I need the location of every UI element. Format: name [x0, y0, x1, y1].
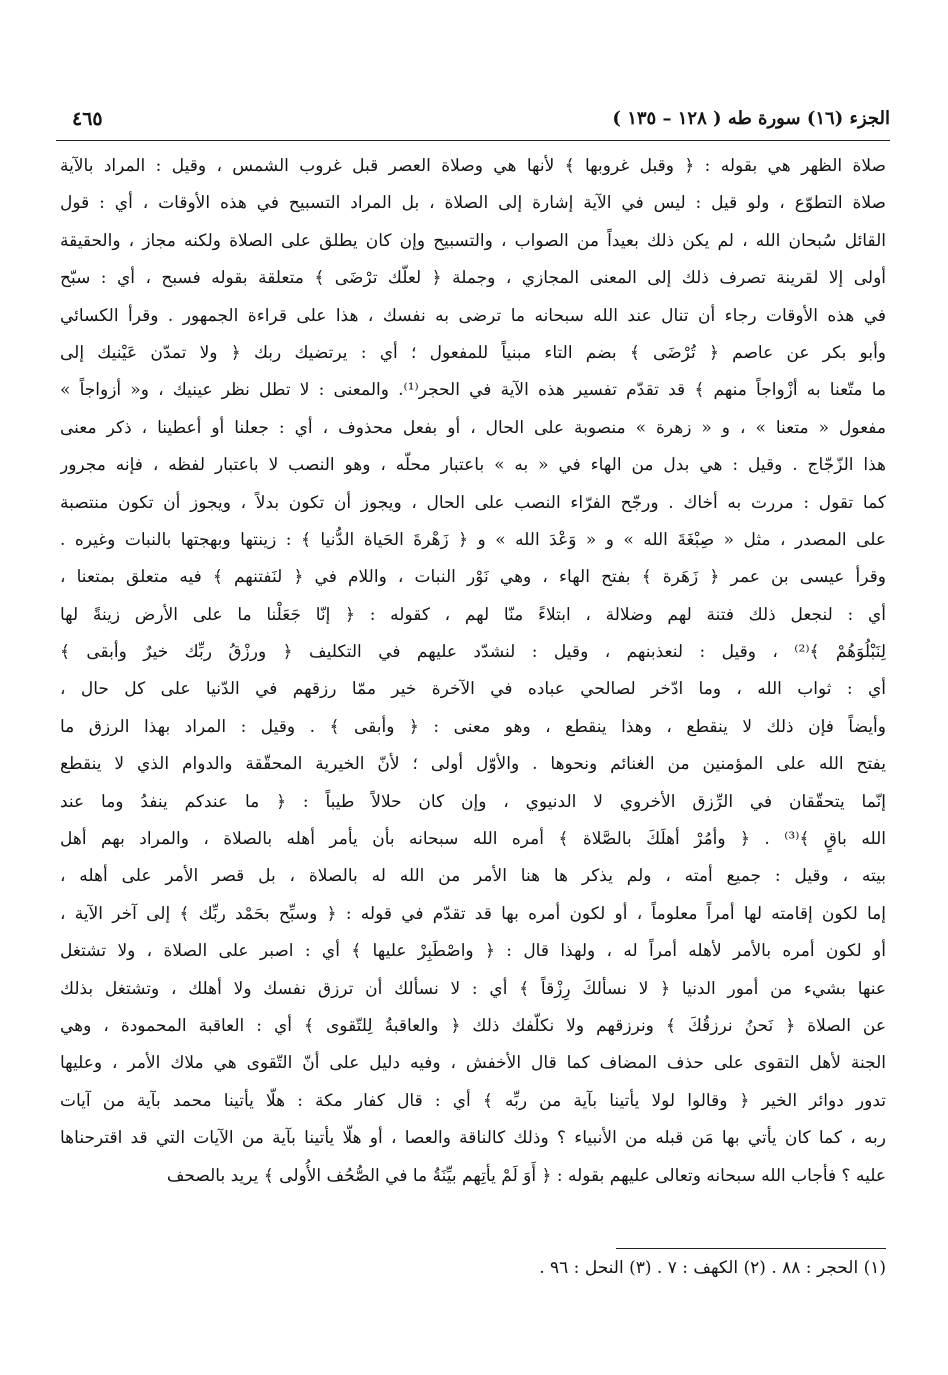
text-line: وأيضاً فإن ذلك لا ينقطع ، وهذا ينقطع ، وهو معنى : ﴿ وأبقى ﴾ . وقيل : المراد بهذا الرزق ما [60, 716, 886, 737]
text-line: إما لكون إقامته لها أمراً معلوماً ، أو لكون أمره بها قد تقدّم في قوله : ﴿ وسبِّح بحَمْد ربِّك ﴾ إلى آخر الآية ، [60, 903, 886, 924]
header-rule [56, 140, 890, 141]
text-line: يفتح الله على المؤمنين من الغنائم ونحوها . والأوّل أولى ؛ لأنّ الخيرية المحقّقة والدوام الذي لا ينقطع [60, 754, 886, 775]
text-line: أي : لنجعل ذلك فتنة لهم وضلالة ، ابتلاءً منّا لهم ، كقوله : ﴿ إنّا جَعَلْنا ما على الأرض زينةً لها [60, 604, 886, 625]
text-line: مفعول « متعنا » ، و « زهرة » منصوبة على الحال ، أو بفعل محذوف ، أي : جعلنا أو أعطينا ، ذكر معنى [60, 417, 886, 438]
text-line: الجنة لأهل التقوى على حذف المضاف كما قال الأخفش ، وفيه دليل على أنّ التّقوى هي ملاك الأمر ، وعليها [60, 1053, 886, 1074]
text-line: تدور دوائر الخير ﴿ وقالوا لولا يأتينا بآية من ربِّه ﴾ أي : قال كفار مكة : هلّا يأتينا محمد بآية من آيات [60, 1090, 886, 1111]
text-line: عليه ؟ فأجاب الله سبحانه وتعالى عليهم بقوله : ﴿ أَوَ لَمْ يأتِهم بيِّنَةُ ما في الصُّحُف الأُولى ﴾ يريد بالصحف [166, 1165, 886, 1186]
text-line: أولى إلا لقرينة تصرف ذلك إلى المعنى المجازي ، وجملة ﴿ لعلّك ترْضَى ﴾ متعلقة بقوله فسبح ، أي : سبّح [60, 268, 886, 289]
text-line: أي : ثواب الله ، وما ادّخر لصالحي عباده في الآخرة خير ممّا رزقهم في الدّنيا على كل حال ، [60, 679, 886, 700]
text-line: وأبو بكر عن عاصم ﴿ تُرْضَى ﴾ بضم التاء مبنياً للمفعول ؛ أي : يرتضيك ربك ﴿ ولا تمدّن عَيْنيك إلى [60, 342, 886, 363]
text-line: وقرأ عيسى بن عمر ﴿ زَهَرة ﴾ بفتح الهاء ، وهي نَوْر النبات ، واللام في ﴿ لنَفتنهم ﴾ فيه متعلق بمتعنا ، [60, 567, 886, 588]
text-line: ربه ، كما كان يأتي بها مَن قبله من الأنبياء ؟ وذلك كالناقة والعصا ، أو هلّا يأتينا بآية من الآيات التي قد اقترحناها [60, 1128, 886, 1149]
text-line: بيته ، وقيل : جميع أمته ، ولم يذكر ها هنا الأمر من الله له بالصلاة ، بل قصر الأمر على أهله ، [60, 866, 886, 887]
text-line: الله باقٍ ﴾⁽³⁾ . ﴿ وأمُرْ أهلَكَ بالصَّلاة ﴾ أمره الله سبحانه بأن يأمر أهله بالصلاة ، والمراد بهم أهل [60, 829, 886, 850]
body-text [60, 148, 886, 1195]
text-line: ما متّعنا به أزْواجاً منهم ﴾ قد تقدّم تفسير هذه الآية في الحجر⁽¹⁾. والمعنى : لا تطل نظر عينيك ، و« أزواجاً » [60, 380, 886, 401]
text-line: هذا الزّجّاج . وقيل : هي بدل من الهاء في « به » باعتبار محلّه ، وهو النصب لا باعتبار لفظه ، فإنه مجرور [60, 455, 886, 476]
text-line: القائل سُبحان الله ، لم يكن ذلك بعيداً من الصواب ، والتسبيح وإن كان يطلق على الصلاة ولكنه مجاز ، والحقيقة [60, 230, 886, 251]
text-line: كما تقول : مررت به أخاك . ورجّح الفرّاء النصب على الحال ، ويجوز أن تكون بدلاً ، ويجوز أن تكون منتصبة [60, 492, 886, 513]
text-line: أو لكون أمره بالأمر لأهله أمراً له ، ولهذا قال : ﴿ واصْطَبِرْ عليها ﴾ أي : اصبر على الصلاة ، ولا تشتغل [60, 941, 886, 962]
text-line: في هذه الأوقات رجاء أن تنال عند الله سبحانه ما ترضى به نفسك ، هذا على قراءة الجمهور . وقرأ الكسائي [60, 305, 886, 326]
page-header [56, 108, 890, 134]
footnote-rule [616, 1248, 886, 1249]
text-line: لِنَبْلُوَهُمْ ﴾⁽²⁾ ، وقيل : لنعذبنهم ، وقيل : لنشدّد عليهم في التكليف ﴿ ورزْقُ ربِّك خيرٌ وأبقى ﴾ [60, 642, 886, 663]
text-line: إنّما يتحقّقان في الرِّزق الأخروي لا الدنيوي ، وإن كان حلالاً طيباً : ﴿ ما عندكم ينفدُ وما عند [60, 791, 886, 812]
page-number: ٤٦٥ [72, 108, 103, 130]
text-line: صلاة التطوّع ، ولو قيل : ليس في الآية إشارة إلى الصلاة ، بل المراد التسبيح في هذه الأوقات ، أي : قول [60, 193, 886, 214]
text-line: عنها بشيء من أمور الدنيا ﴿ لا نسألكَ رِزْقاً ﴾ أي : لا نسألك أن ترزق نفسك ولا أهلك ، وتشتغل بذلك [60, 978, 886, 999]
footnotes: (١) الحجر : ٨٨ . (٢) الكهف : ٧ . (٣) النحل : ٩٦ . [539, 1258, 886, 1278]
text-line: صلاة الظهر هي بقوله : ﴿ وقبل غروبها ﴾ لأنها هي وصلاة العصر قبل غروب الشمس ، وقيل : المراد بالآية [60, 156, 886, 176]
text-line: عن الصلاة ﴿ نَحنُ نرزقُكَ ﴾ ونرزقهم ولا نكلّفك ذلك ﴿ والعاقبةُ لِلتّقوى ﴾ أي : العاقبة المحمودة ، وهي [60, 1015, 886, 1036]
running-title: الجزء (١٦) سورة طه ( ١٢٨ – ١٣٥ ) [612, 108, 890, 129]
text-line: على المصدر ، مثل « صِبْغَةَ الله » و « وَعْدَ الله » و ﴿ زَهْرةَ الحَياة الدُّنيا ﴾ : زينتها وبهجتها بالنبات وغيره . [60, 529, 886, 550]
